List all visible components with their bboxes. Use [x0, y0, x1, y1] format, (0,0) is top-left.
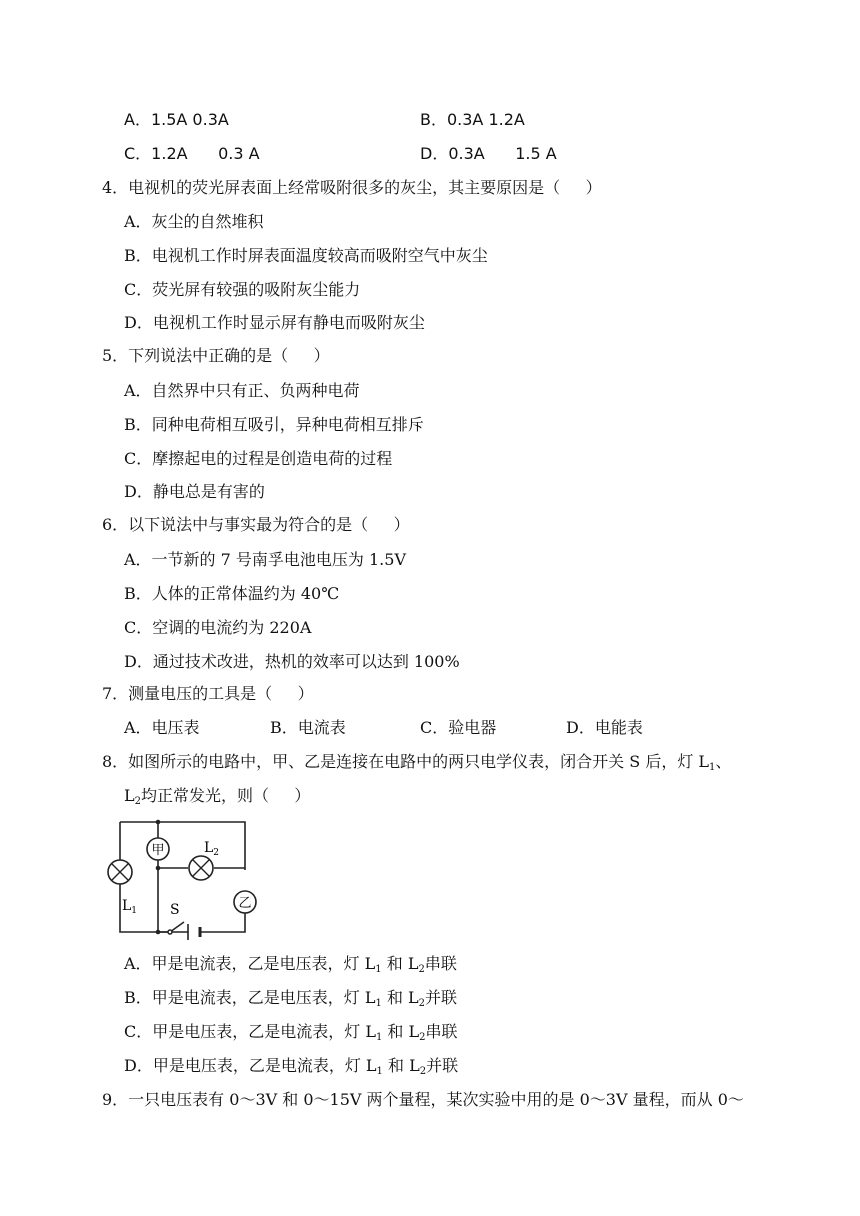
lamp-l2-label: $L_2$	[204, 840, 220, 858]
lamp-l1-label: $L_1$	[122, 898, 138, 916]
q8-option-and: 和 L	[381, 954, 419, 973]
q7-option-a: A．电压表	[124, 718, 200, 737]
q3-option-c: C．1.2A 0.3 A	[124, 144, 260, 163]
q8-option-l1-sub: 1	[376, 1066, 383, 1077]
q8-option-text: B．甲是电流表，乙是电压表，灯 L	[124, 988, 376, 1007]
q5-option-a: A．自然界中只有正、负两种电荷	[124, 381, 360, 400]
q5-option-b: B．同种电荷相互吸引，异种电荷相互排斥	[124, 415, 424, 434]
junction-dot	[156, 866, 161, 871]
q4-option-d: D．电视机工作时显示屏有静电而吸附灰尘	[124, 313, 425, 332]
wire-top-right	[120, 822, 245, 870]
q8-option-l1-sub: 1	[375, 964, 382, 975]
q8-stem-l2-sub: 2	[134, 796, 141, 807]
q8-option-c	[124, 1022, 458, 1042]
q6-stem: 6．以下说法中与事实最为符合的是（ ）	[102, 515, 410, 534]
q5-option-d: D．静电总是有害的	[124, 482, 265, 501]
lamp-l2-symbol	[189, 856, 213, 880]
q8-option-l1-sub: 1	[375, 1032, 383, 1043]
q8-stem-comma: 、	[715, 752, 732, 771]
q8-option-relation: 串联	[425, 1022, 458, 1041]
q3-option-a: A．1.5A 0.3A	[124, 110, 229, 129]
q8-stem-l2: L	[124, 786, 135, 805]
q8-option-l1-sub: 1	[375, 998, 382, 1009]
q7-stem: 7．测量电压的工具是（ ）	[102, 684, 314, 703]
q6-option-d: D．通过技术改进，热机的效率可以达到 100%	[124, 652, 460, 671]
q8-option-and: 和 L	[381, 988, 419, 1007]
q8-option-l2-sub: 2	[418, 998, 426, 1009]
q8-option-l2-sub: 2	[419, 1032, 426, 1043]
q8-stem-rest: 均正常发光，则（ ）	[141, 786, 311, 805]
junction-dot	[156, 930, 161, 935]
q8-option-d	[124, 1056, 458, 1076]
q8-option-relation: 并联	[426, 1056, 459, 1075]
q6-option-a: A．一节新的 7 号南孚电池电压为 1.5V	[124, 550, 406, 569]
q3-option-d: D．0.3A 1.5 A	[420, 144, 557, 163]
q4-stem: 4．电视机的荧光屏表面上经常吸附很多的灰尘，其主要原因是（ ）	[102, 178, 602, 197]
junction-dot	[156, 820, 161, 825]
q4-option-a: A．灰尘的自然堆积	[124, 212, 264, 231]
q4-option-b: B．电视机工作时屏表面温度较高而吸附空气中灰尘	[124, 246, 488, 265]
wire-bottom-right	[200, 912, 245, 932]
q6-option-c: C．空调的电流约为 220A	[124, 618, 312, 637]
circuit-diagram	[100, 818, 260, 940]
q7-option-b: B．电流表	[270, 718, 346, 737]
q9-stem: 9．一只电压表有 0～3V 和 0～15V 两个量程，某次实验中用的是 0～3V 量程，而从 0～	[102, 1090, 744, 1109]
q5-option-c: C．摩擦起电的过程是创造电荷的过程	[124, 449, 393, 468]
q8-option-text: D．甲是电压表，乙是电流表，灯 L	[124, 1056, 377, 1075]
q7-option-c: C．验电器	[420, 718, 497, 737]
meter-jia-label: 甲	[151, 843, 165, 858]
meter-yi-label: 乙	[238, 896, 252, 911]
q8-option-text: C．甲是电压表，乙是电流表，灯 L	[124, 1022, 376, 1041]
q6-option-b: B．人体的正常体温约为 40℃	[124, 584, 340, 603]
q8-option-and: 和 L	[382, 1022, 420, 1041]
q8-option-a	[124, 954, 457, 974]
q8-stem-line2	[124, 786, 310, 806]
q8-option-l2-sub: 2	[418, 964, 425, 975]
q8-stem-l1-sub: 1	[709, 762, 716, 773]
q3-option-b: B．0.3A 1.2A	[420, 110, 525, 129]
lamp-l1-symbol	[108, 860, 132, 884]
q5-stem: 5．下列说法中正确的是（ ）	[102, 346, 330, 365]
q8-option-and: 和 L	[382, 1056, 420, 1075]
battery-symbol	[188, 924, 200, 940]
q8-option-relation: 串联	[424, 954, 457, 973]
switch-label: S	[170, 902, 180, 918]
q8-option-relation: 并联	[425, 988, 458, 1007]
q8-stem-text: 8．如图所示的电路中，甲、乙是连接在电路中的两只电学仪表，闭合开关 S 后，灯 L	[102, 752, 710, 771]
q8-option-l2-sub: 2	[419, 1066, 427, 1077]
q8-option-b	[124, 988, 457, 1008]
q4-option-c: C．荧光屏有较强的吸附灰尘能力	[124, 280, 361, 299]
q8-option-text: A．甲是电流表，乙是电压表，灯 L	[124, 954, 376, 973]
q8-stem-line1	[102, 752, 731, 772]
q7-option-d: D．电能表	[566, 718, 643, 737]
